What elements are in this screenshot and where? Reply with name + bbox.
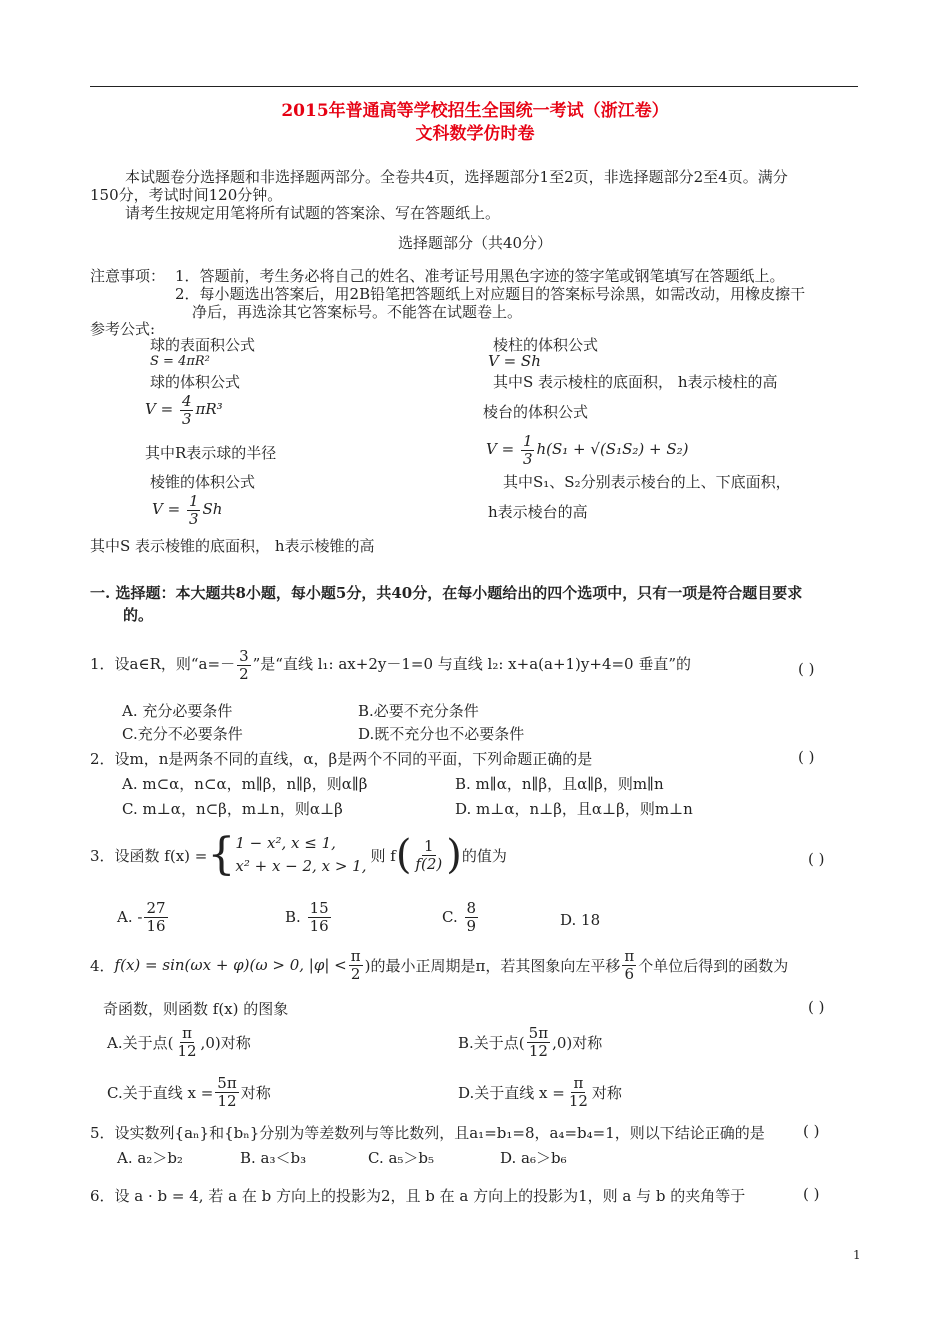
question-6: 6．设 a · b = 4, 若 a 在 b 方向上的投影为2，且 b 在 a 方向上的投影为1，则 a 与 b 的夹角等于 xyxy=(90,1187,746,1205)
question-4-line-2: 奇函数，则函数 f(x) 的图象 xyxy=(103,1000,289,1018)
q1-option-a[interactable]: A. 充分必要条件 xyxy=(122,702,233,720)
note-2a: 2．每小题选出答案后，用2B铅笔把答题纸上对应题目的答案标号涂黑，如需改动，用橡皮擦干 xyxy=(175,285,806,303)
q3-option-a[interactable]: A. - $\frac{27}{16}$ xyxy=(117,899,166,935)
q2-option-c[interactable]: C. m⊥α，n⊂β，m⊥n，则α⊥β xyxy=(122,800,343,818)
q3-option-b[interactable]: B. $\frac{15}{16}$ xyxy=(285,899,329,935)
q4-answer-paren[interactable]: ( ) xyxy=(808,998,825,1016)
q3-answer-paren[interactable]: ( ) xyxy=(808,850,825,868)
q1-option-c[interactable]: C.充分不必要条件 xyxy=(122,725,243,743)
q4-option-d[interactable]: D.关于直线 x = $\frac{\pi}{12}$ 对称 xyxy=(458,1074,622,1110)
q2-option-a[interactable]: A. m⊂α，n⊂α，m∥β，n∥β，则α∥β xyxy=(122,775,368,793)
q5-option-c[interactable]: C. a₅＞b₅ xyxy=(368,1149,435,1167)
q4-option-b[interactable]: B.关于点( $\frac{5\pi}{12}$ ,0)对称 xyxy=(458,1024,603,1060)
cone-vol-formula: V = $\frac{1}{3}$ Sh xyxy=(152,492,223,528)
page-number: 1 xyxy=(853,1248,861,1262)
q3-option-c[interactable]: C. $\frac{8}{9}$ xyxy=(442,899,477,935)
piecewise-cases: 1 − x², x ≤ 1, x² + x − 2, x > 1, xyxy=(235,834,367,876)
q5-option-d[interactable]: D. a₆＞b₆ xyxy=(500,1149,567,1167)
top-rule xyxy=(90,86,858,87)
prism-vol-formula: V = Sh xyxy=(488,352,541,370)
q5-option-b[interactable]: B. a₃＜b₃ xyxy=(240,1149,307,1167)
question-2: 2．设m，n是两条不同的直线，α，β是两个不同的平面，下列命题正确的是 xyxy=(90,750,593,768)
frustum-note: 其中S₁、S₂分别表示棱台的上、下底面积， xyxy=(503,473,791,491)
exam-subtitle: 文科数学仿时卷 xyxy=(415,124,535,144)
question-3: 3．设函数 f(x) = { 1 − x², x ≤ 1, x² + x − 2, x > 1, 则 f ( $\frac{1}{f(2)}$ ) 的值为 xyxy=(90,829,507,881)
formula-label: 参考公式: xyxy=(90,320,156,338)
prism-note: 其中S 表示棱柱的底面积， h表示棱柱的高 xyxy=(493,373,778,391)
part1-heading: 一. 选择题：本大题共8小题，每小题5分，共40分，在每小题给出的四个选项中，只有一项是符合题目要求 xyxy=(90,584,803,602)
question-1: 1．设a∈R，则“a=－ $\frac{3}{2}$ ”是“直线 l₁: ax+2y－1=0 与直线 l₂: x+a(a+1)y+4=0 垂直”的 xyxy=(90,647,692,683)
part1-heading-2: 的。 xyxy=(123,606,154,624)
note-1: 1．答题前，考生务必将自己的姓名、准考证号用黑色字迹的签字笔或钢笔填写在答题纸上。 xyxy=(175,267,785,285)
q5-option-a[interactable]: A. a₂＞b₂ xyxy=(117,1149,183,1167)
q5-answer-paren[interactable]: ( ) xyxy=(803,1122,820,1140)
q2-option-b[interactable]: B. m∥α，n∥β，且α∥β，则m∥n xyxy=(455,775,664,793)
sphere-vol-formula: V = $\frac{4}{3}$ πR³ xyxy=(145,392,223,428)
q1-answer-paren[interactable]: ( ) xyxy=(798,660,815,678)
frustum-vol-formula: V = $\frac{1}{3}$ h(S₁ + √(S₁S₂) + S₂) xyxy=(486,432,689,468)
intro-line-2: 150分，考试时间120分钟。 xyxy=(90,186,283,204)
section-heading: 选择题部分（共40分） xyxy=(397,234,553,252)
sphere-vol-label: 球的体积公式 xyxy=(150,373,241,391)
q6-answer-paren[interactable]: ( ) xyxy=(803,1185,820,1203)
piecewise-brace: { xyxy=(207,829,236,881)
q4-option-a[interactable]: A.关于点( $\frac{\pi}{12}$ ,0)对称 xyxy=(107,1024,251,1060)
question-5: 5．设实数列{aₙ}和{bₙ}分别为等差数列与等比数列，且a₁=b₁=8，a₄=b₄=1，则以下结论正确的是 xyxy=(90,1124,765,1142)
frustum-h-note: h表示棱台的高 xyxy=(488,503,588,521)
sphere-area-label: 球的表面积公式 xyxy=(150,336,256,354)
frustum-vol-label: 棱台的体积公式 xyxy=(483,403,589,421)
q1-option-d[interactable]: D.既不充分也不必要条件 xyxy=(358,725,525,743)
cone-note: 其中S 表示棱锥的底面积， h表示棱锥的高 xyxy=(90,537,375,555)
intro-line-3: 请考生按规定用笔将所有试题的答案涂、写在答题纸上。 xyxy=(125,204,501,222)
q2-option-d[interactable]: D. m⊥α，n⊥β，且α⊥β，则m⊥n xyxy=(455,800,693,818)
notes-label: 注意事项： xyxy=(90,267,166,285)
q1-option-b[interactable]: B.必要不充分条件 xyxy=(358,702,479,720)
cone-vol-label: 棱锥的体积公式 xyxy=(150,473,256,491)
q3-option-d[interactable]: D. 18 xyxy=(560,911,601,929)
q2-answer-paren[interactable]: ( ) xyxy=(798,748,815,766)
note-2b: 净后，再选涂其它答案标号。不能答在试题卷上。 xyxy=(192,303,523,321)
sphere-area-formula: S = 4πR² xyxy=(150,354,210,369)
question-4: 4． f(x) = sin(ωx + φ)(ω > 0, |φ| < $\frac{\pi}{2}$ )的最小正周期是π，若其图象向左平移 $\frac{\pi}{6}$ 个单位后得到的函数为 xyxy=(90,947,789,983)
q4-option-c[interactable]: C.关于直线 x = $\frac{5\pi}{12}$ 对称 xyxy=(107,1074,271,1110)
sphere-r-note: 其中R表示球的半径 xyxy=(145,444,277,462)
intro-line-1: 本试题卷分选择题和非选择题两部分。全卷共4页，选择题部分1至2页，非选择题部分2至4页。满分 xyxy=(125,168,788,186)
exam-title: 2015年普通高等学校招生全国统一考试（浙江卷） xyxy=(281,101,669,121)
prism-vol-label: 棱柱的体积公式 xyxy=(493,336,599,354)
